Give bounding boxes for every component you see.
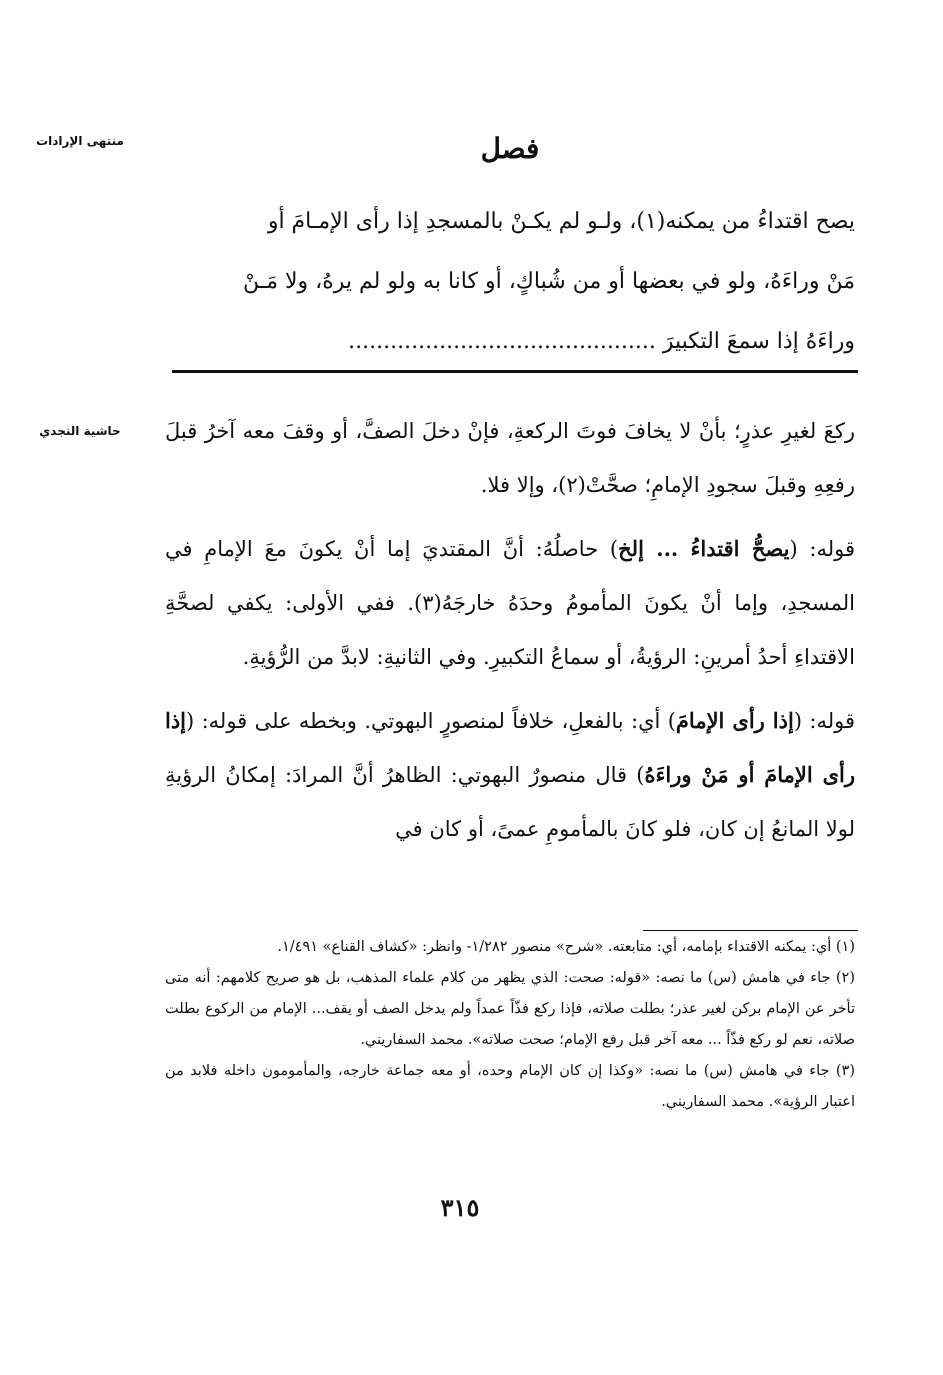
main-text-line bbox=[165, 312, 855, 372]
main-text-line: مَنْ وراءَهُ، ولو في بعضها أو من شُباكٍ، أو كانا به ولو لم يرهُ، ولا مَـنْ bbox=[243, 269, 855, 294]
footnotes bbox=[165, 932, 855, 1118]
footnote: (٣) جاء في هامش (س) ما نصه: «وكذا إن كان الإمام وحده، أو معه جماعة خارجه، والمأمومون داخله فلابد من اعتبار الرؤية». محمد السفاريني. bbox=[165, 1063, 855, 1110]
commentary-label: حاشية النجدي bbox=[39, 424, 121, 438]
section-title: فصل bbox=[480, 132, 540, 165]
footnote: (٢) جاء في هامش (س) ما نصه: «قوله: صحت: الذي يظهر من كلام علماء المذهب، بل هو صريح كلامهم: أنه متى تأخر عن الإمام بركن لغير عذر؛ بطلت صلاته، فإذا ركع فذّاً عمداً ولم يدخل الصف أو يقف... الإمام من الركوع بطلت صلاته، نعم لو ركع فذّاً ... معه آخر قبل رفع الإمام؛ صحت صلاته». محمد السفاريني. bbox=[165, 970, 855, 1048]
commentary-paragraph: ركعَ لغيرِ عذرٍ؛ بأنْ لا يخافَ فوتَ الركعةِ، فإنْ دخلَ الصفَّ، أو وقفَ معه آخرُ قبلَ رفعِهِ وقبلَ سجودِ الإمامِ؛ صحَّتْ(٢)، وإلا فلا. bbox=[165, 419, 855, 497]
main-text-dots: ............................................ bbox=[348, 329, 656, 354]
main-text bbox=[165, 192, 855, 372]
main-text-line: يصح اقتداءُ من يمكنه(١)، ولـو لم يكـنْ بالمسجدِ إذا رأى الإمـامَ أو bbox=[267, 209, 855, 234]
page-number: ٣١٥ bbox=[440, 1193, 480, 1222]
quoted-keyword: إذا رأى الإمامَ أو مَنْ وراءَهُ bbox=[165, 708, 855, 787]
quoted-keyword: إذا رأى الإمامَ bbox=[675, 708, 794, 733]
book-title-label: منتهى الإرادات bbox=[36, 134, 124, 148]
quoted-keyword: يصحُّ اقتداءُ ... إلخ bbox=[618, 536, 790, 561]
main-text-line-content: وراءَهُ إذا سمعَ التكبيرَ bbox=[662, 329, 855, 354]
commentary-paragraph: قوله: (يصحُّ اقتداءُ ... إلخ) حاصلُهُ: أنَّ المقتديَ إما أنْ يكونَ معَ الإمامِ في المسجدِ، وإما أنْ يكونَ المأمومُ وحدَهُ خارجَهُ(٣). ففي الأولى: يكفي لصحَّةِ الاقتداءِ أحدُ أمرينِ: الرؤيةُ، أو سماعُ التكبيرِ. وفي الثانيةِ: لابدَّ من الرُّؤيةِ. bbox=[165, 536, 855, 669]
section-separator bbox=[172, 370, 858, 373]
commentary-text bbox=[165, 404, 855, 858]
commentary-paragraph: قوله: (إذا رأى الإمامَ) أي: بالفعلِ، خلافاً لمنصورٍ البهوتي. وبخطه على قوله: (إذا رأى الإمامَ أو مَنْ وراءَهُ) قال منصورٌ البهوتي: الظاهرُ أنَّ المرادَ: إمكانُ الرؤيةِ لولا المانعُ إن كان، فلو كانَ بالمأمومِ عمىً، أو كان في bbox=[165, 708, 856, 841]
footnote: (١) أي: يمكنه الاقتداء بإمامه، أي: متابعته. «شرح» منصور ١/٢٨٢- وانظر: «كشاف القناع» ١/٤٩١. bbox=[277, 939, 855, 955]
footnote-separator bbox=[643, 930, 858, 931]
